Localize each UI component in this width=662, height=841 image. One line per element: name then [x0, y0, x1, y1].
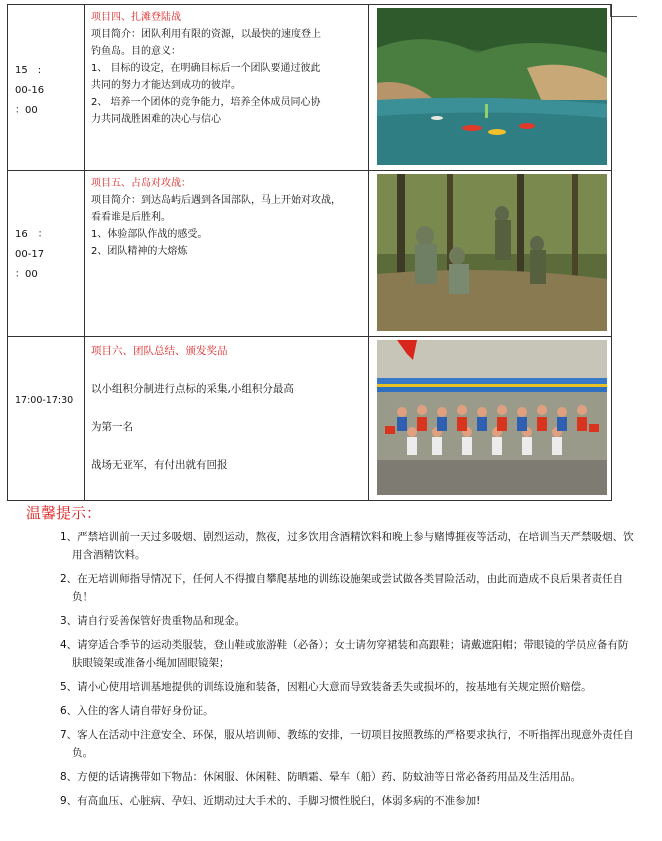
time-text: ：00	[15, 269, 38, 280]
time-text: 17:00-17:30	[15, 395, 74, 406]
description-line: 力共同战胜困难的决心与信心	[91, 114, 221, 125]
time-cell	[8, 5, 85, 171]
tip-item: 3、请自行妥善保管好贵重物品和现金。	[60, 615, 246, 627]
photo-cell	[369, 5, 612, 171]
description-line: 为第一名	[91, 421, 133, 433]
tip-item: 5、请小心使用培训基地提供的训练设施和装备，因粗心大意而导致装备丢失或损坏的，按基地有关规定照价赔偿。	[60, 681, 592, 693]
description-line: 钓鱼岛。目的意义：	[91, 46, 181, 57]
tips-title: 温馨提示：	[26, 504, 102, 522]
time-text: 00-16	[15, 85, 45, 96]
time-text: 00-17	[15, 249, 45, 260]
tip-item: 7、客人在活动中注意安全、环保，服从培训师、教练的安排，一切项目按照教练的严格要求执行，不听指挥出现意外责任自负。	[60, 729, 634, 759]
tip-item: 6、入住的客人请自带好身份证。	[60, 705, 214, 717]
tips-list	[58, 528, 638, 816]
photo-cell	[369, 171, 612, 337]
time-cell	[8, 337, 85, 501]
tip-item: 2、在无培训师指导情况下，任何人不得擅自攀爬基地的训练设施架或尝试做各类冒险活动，由此而造成不良后果者责任自负！	[60, 573, 624, 603]
lake-rafting-photo	[377, 8, 607, 165]
description-line: 1、 目标的设定，在明确目标后一个团队要通过彼此	[91, 63, 321, 74]
description-line: 2、团队精神的大熔炼	[91, 246, 188, 257]
page-corner-mark	[610, 4, 637, 17]
description-line: 2、 培养一个团体的竞争能力，培养全体成员同心协	[91, 97, 321, 108]
forest-combat-photo	[377, 174, 607, 331]
description-cell	[85, 5, 369, 171]
time-text: 16 ：	[15, 229, 48, 240]
project-title: 项目四、扎滩登陆战	[91, 12, 181, 23]
schedule-row	[8, 171, 612, 337]
description-cell	[85, 337, 369, 501]
schedule-row	[8, 5, 612, 171]
group-photo	[377, 340, 607, 495]
description-cell	[85, 171, 369, 337]
photo-cell	[369, 337, 612, 501]
description-line: 看看谁是后胜利。	[91, 212, 171, 223]
tip-item: 4、请穿适合季节的运动类服装，登山鞋或旅游鞋（必备）；女士请勿穿裙装和高跟鞋；请戴遮阳帽；带眼镜的学员应备有防肤眼镜架或准备小绳加固眼镜架；	[60, 639, 629, 669]
time-cell	[8, 171, 85, 337]
tip-item: 8、方便的话请携带如下物品：休闲服、休闲鞋、防晒霜、晕车（船）药、防蚊油等日常必备药用品及生活用品。	[60, 771, 582, 783]
time-text: 15 :	[15, 65, 42, 76]
tip-item: 1、严禁培训前一天过多吸烟、剧烈运动，熬夜，过多饮用含酒精饮料和晚上参与赌博捱夜等活动，在培训当天严禁吸烟、饮用含酒精饮料。	[60, 531, 634, 561]
project-title: 项目六、团队总结、颁发奖品	[91, 345, 228, 357]
description-line: 以小组积分制进行点标的采集,小组积分最高	[91, 383, 294, 395]
description-line: 战场无亚军，有付出就有回报	[91, 459, 228, 471]
description-line: 1、体验部队作战的感受。	[91, 229, 208, 240]
description-line: 项目简介：到达岛屿后遇到各国部队，马上开始对攻战，	[91, 195, 341, 206]
description-line: 共同的努力才能达到成功的彼岸。	[91, 80, 241, 91]
tip-item: 9、有高血压、心脏病、孕妇、近期动过大手术的、手脚习惯性脱臼，体弱多病的不准参加!	[60, 795, 481, 807]
schedule-row	[8, 337, 612, 501]
time-text: ：00	[15, 105, 38, 116]
schedule-table	[7, 4, 612, 501]
description-line: 项目简介：团队利用有限的资源，以最快的速度登上	[91, 29, 321, 40]
project-title: 项目五、占岛对攻战：	[91, 178, 191, 189]
